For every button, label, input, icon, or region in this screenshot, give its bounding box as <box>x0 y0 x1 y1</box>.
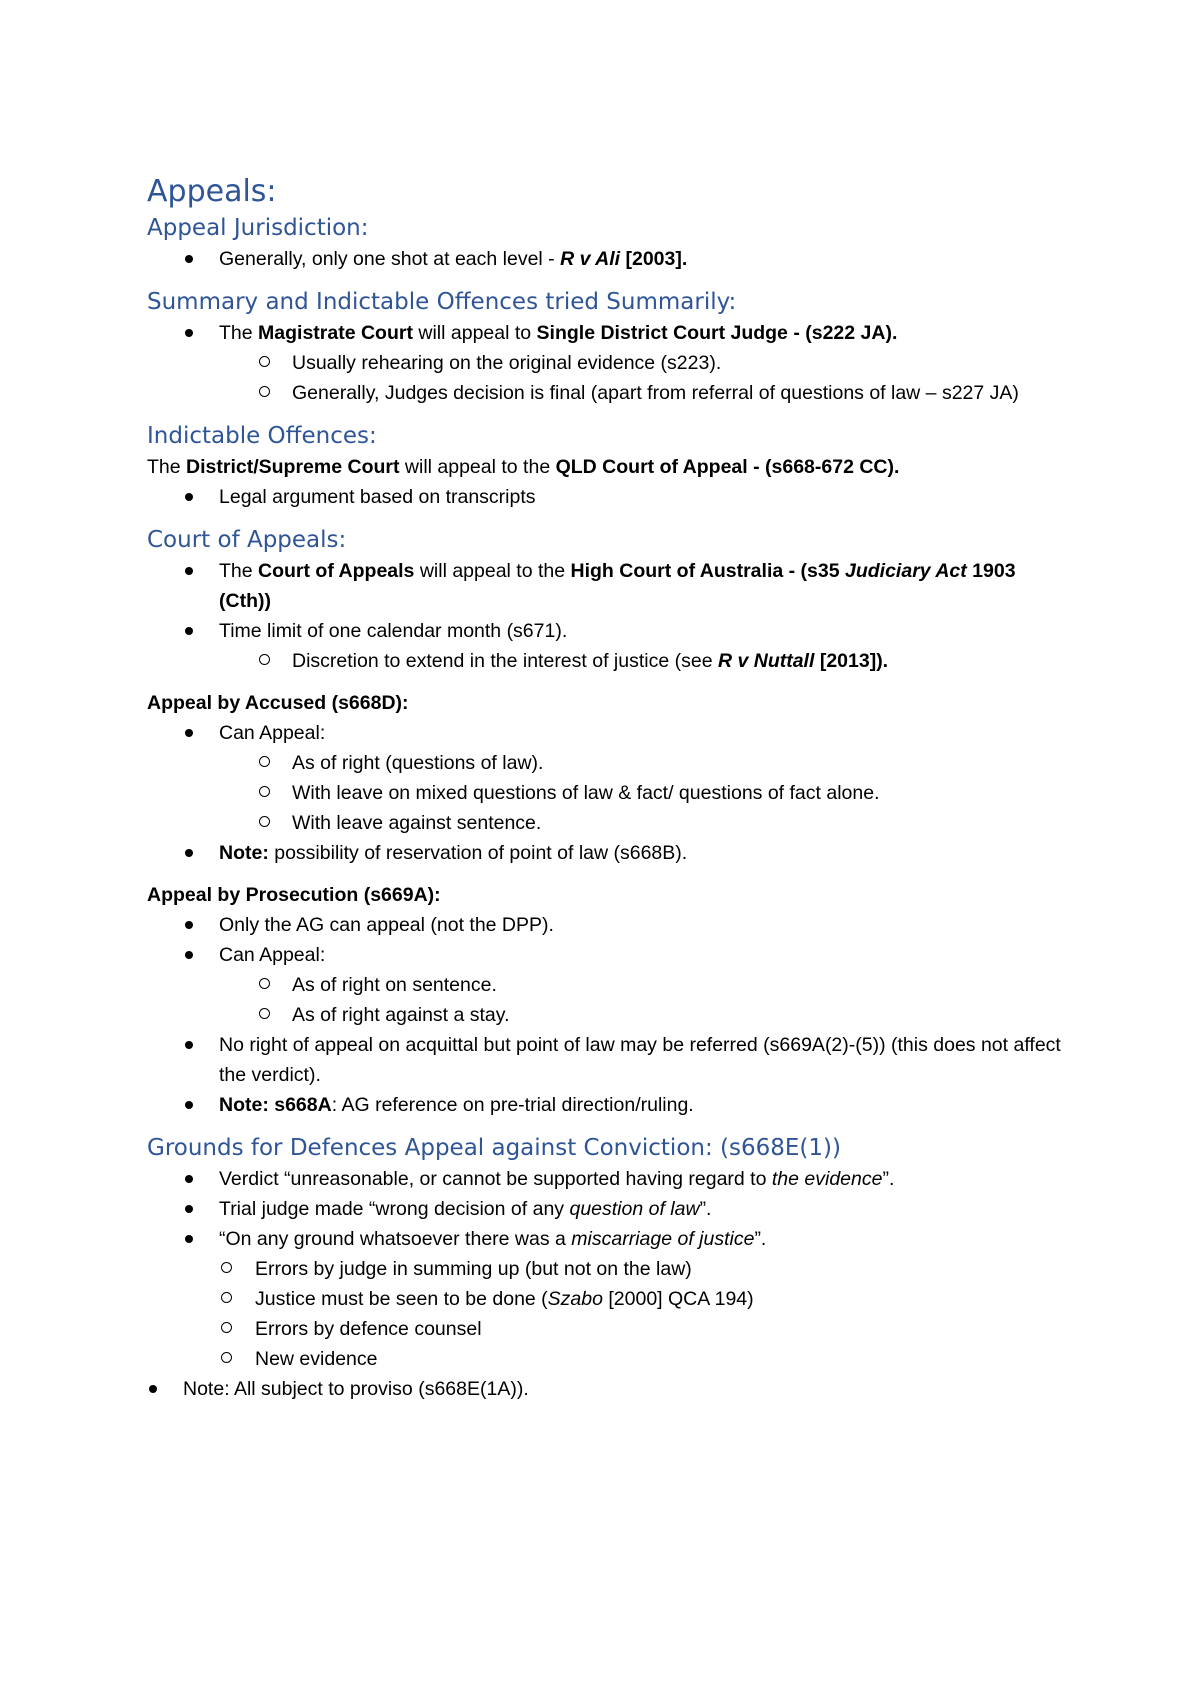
list-item: Generally, Judges decision is final (apart from referral of questions of law – s227 JA) <box>147 378 1067 408</box>
list-item: As of right (questions of law). <box>147 748 1067 778</box>
circle-bullet-icon <box>259 786 270 797</box>
list-item: The Magistrate Court will appeal to Single District Court Judge - (s222 JA). <box>147 318 1067 348</box>
bullet-icon <box>185 951 193 959</box>
list-appeal-by-prosecution <box>147 910 1067 1120</box>
list-item: New evidence <box>147 1344 1067 1374</box>
list-item: As of right on sentence. <box>147 970 1067 1000</box>
list-item: Discretion to extend in the interest of justice (see R v Nuttall [2013]). <box>147 646 1067 676</box>
bullet-icon <box>185 1175 193 1183</box>
circle-bullet-icon <box>259 756 270 767</box>
list-court-of-appeals <box>147 556 1067 676</box>
heading-grounds-for-appeal: Grounds for Defences Appeal against Conviction: (s668E(1)) <box>147 1135 841 1161</box>
list-item: “On any ground whatsoever there was a miscarriage of justice”. <box>147 1224 1067 1254</box>
heading-appeal-jurisdiction: Appeal Jurisdiction: <box>147 215 369 241</box>
circle-bullet-icon <box>221 1322 232 1333</box>
list-item: Note: All subject to proviso (s668E(1A)). <box>147 1374 1067 1404</box>
bullet-icon <box>185 849 193 857</box>
bullet-icon <box>185 627 193 635</box>
list-appeal-by-accused <box>147 718 1067 868</box>
list-summary-offences <box>147 318 1067 408</box>
document-page <box>147 172 1067 1404</box>
list-item: Note: s668A: AG reference on pre-trial direction/ruling. <box>147 1090 1067 1120</box>
list-item: The Court of Appeals will appeal to the High Court of Australia - (s35 Judiciary Act 1903 (Cth)) <box>147 556 1067 616</box>
bullet-icon <box>185 1101 193 1109</box>
heading-indictable-offences: Indictable Offences: <box>147 423 377 449</box>
circle-bullet-icon <box>221 1352 232 1363</box>
list-item: Errors by defence counsel <box>147 1314 1067 1344</box>
bullet-icon <box>185 729 193 737</box>
list-item: Trial judge made “wrong decision of any question of law”. <box>147 1194 1067 1224</box>
paragraph-indictable: The District/Supreme Court will appeal to the QLD Court of Appeal - (s668-672 CC). <box>147 456 900 478</box>
list-item: Justice must be seen to be done (Szabo [2000] QCA 194) <box>147 1284 1067 1314</box>
circle-bullet-icon <box>259 1008 270 1019</box>
bullet-icon <box>185 1205 193 1213</box>
list-item: With leave on mixed questions of law & fact/ questions of fact alone. <box>147 778 1067 808</box>
list-appeal-jurisdiction <box>147 244 1067 274</box>
circle-bullet-icon <box>259 816 270 827</box>
list-item: Note: possibility of reservation of point of law (s668B). <box>147 838 1067 868</box>
circle-bullet-icon <box>259 386 270 397</box>
circle-bullet-icon <box>259 978 270 989</box>
list-item: Can Appeal: <box>147 940 1067 970</box>
list-item: With leave against sentence. <box>147 808 1067 838</box>
list-item: Generally, only one shot at each level - R v Ali [2003]. <box>147 244 1067 274</box>
bullet-icon <box>149 1385 157 1393</box>
list-item: Legal argument based on transcripts <box>147 482 1067 512</box>
heading-summary-offences: Summary and Indictable Offences tried Summarily: <box>147 289 737 315</box>
bullet-icon <box>185 1235 193 1243</box>
heading-court-of-appeals: Court of Appeals: <box>147 527 347 553</box>
bullet-icon <box>185 329 193 337</box>
bullet-icon <box>185 1041 193 1049</box>
list-grounds-for-appeal <box>147 1164 1067 1404</box>
circle-bullet-icon <box>221 1262 232 1273</box>
list-item: As of right against a stay. <box>147 1000 1067 1030</box>
list-item: Errors by judge in summing up (but not on the law) <box>147 1254 1067 1284</box>
list-item: Only the AG can appeal (not the DPP). <box>147 910 1067 940</box>
list-item: Usually rehearing on the original evidence (s223). <box>147 348 1067 378</box>
circle-bullet-icon <box>259 356 270 367</box>
list-item: Verdict “unreasonable, or cannot be supported having regard to the evidence”. <box>147 1164 1067 1194</box>
list-item: Time limit of one calendar month (s671). <box>147 616 1067 646</box>
bullet-icon <box>185 255 193 263</box>
heading-appeal-by-accused: Appeal by Accused (s668D): <box>147 692 409 714</box>
circle-bullet-icon <box>259 654 270 665</box>
bullet-icon <box>185 921 193 929</box>
list-item: Can Appeal: <box>147 718 1067 748</box>
list-indictable <box>147 482 1067 512</box>
page-title: Appeals: <box>147 174 277 209</box>
bullet-icon <box>185 567 193 575</box>
list-item: No right of appeal on acquittal but point of law may be referred (s669A(2)-(5)) (this does not affect the verdict). <box>147 1030 1067 1090</box>
heading-appeal-by-prosecution: Appeal by Prosecution (s669A): <box>147 884 441 906</box>
bullet-icon <box>185 493 193 501</box>
circle-bullet-icon <box>221 1292 232 1303</box>
